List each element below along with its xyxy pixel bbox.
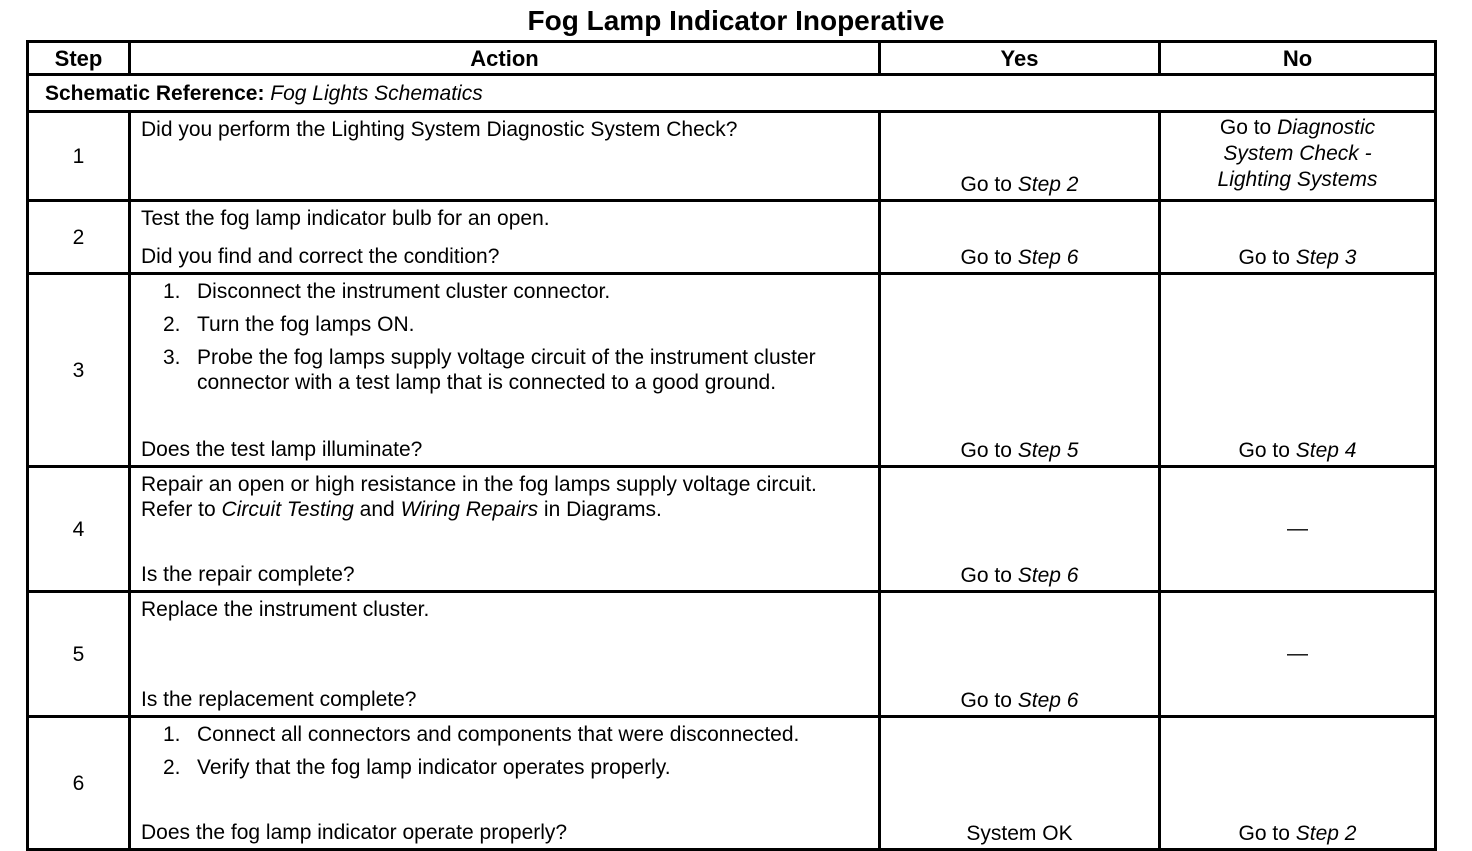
action-text: Test the fog lamp indicator bulb for an open. [141,207,550,230]
action-text: Repair an open or high resistance in the fog lamps supply voltage circuit. Refer to Circuit Testing and Wiring Repairs in Diagrams. [141,473,817,521]
go-to-text: Go to [1238,439,1290,462]
step-number: 4 [28,467,130,592]
go-to-text: Go to [960,439,1012,462]
schematic-label: Schematic Reference: [45,81,265,105]
yes-cell [880,467,1160,592]
no-cell [1160,201,1436,274]
yes-cell [880,592,1160,717]
action-list [141,279,870,395]
go-to-text: Go to [960,246,1012,269]
yes-step-link[interactable]: Step 6 [1017,564,1079,587]
action-question: Does the fog lamp indicator operate properly? [141,821,568,844]
no-cell [1160,717,1436,850]
schematic-reference [28,75,1436,112]
step-number: 5 [28,592,130,717]
table-row-step-1 [28,112,1436,201]
wiring-repairs-link[interactable]: Wiring Repairs [400,498,539,521]
action-text: Did you perform the Lighting System Diagnostic System Check? [141,118,738,141]
action-cell [130,592,880,717]
step-number: 6 [28,717,130,850]
header-row [28,42,1436,75]
yes-cell: System OK [880,717,1160,850]
header-action: Action [130,42,880,75]
table-row-step-4 [28,467,1436,592]
action-cell [130,717,880,850]
go-to-text: Go to [960,173,1012,196]
step-number: 2 [28,201,130,274]
table-row-step-6 [28,717,1436,850]
action-text: Replace the instrument cluster. [141,598,430,621]
list-item: 1. Disconnect the instrument cluster connector. [163,280,611,303]
list-item: 2. Turn the fog lamps ON. [163,313,415,336]
no-step-link[interactable]: Step 2 [1295,822,1357,845]
go-to-text: Go to [960,564,1012,587]
header-step: Step [28,42,130,75]
yes-step-link[interactable]: Step 6 [1017,689,1079,712]
step-number: 1 [28,112,130,201]
schematic-link[interactable]: Fog Lights Schematics [270,81,483,105]
diagnostic-table [26,40,1437,851]
no-step-link[interactable]: Step 3 [1295,246,1357,269]
yes-step-link[interactable]: Step 5 [1017,439,1079,462]
list-item: 2. Verify that the fog lamp indicator operates properly. [163,756,671,779]
table-row-step-2 [28,201,1436,274]
table-row-step-5 [28,592,1436,717]
go-to-text: Go to [960,689,1012,712]
header-no: No [1160,42,1436,75]
schematic-reference-row [28,75,1436,112]
no-cell [1160,112,1436,201]
action-question: Did you find and correct the condition? [141,245,500,268]
action-cell [130,112,880,201]
go-to-text: Go to [1238,246,1290,269]
go-to-text: Go to [1238,822,1290,845]
no-cell: — [1160,592,1436,717]
page-title: Fog Lamp Indicator Inoperative [527,5,945,36]
action-question: Is the replacement complete? [141,688,417,711]
list-item: 1. Connect all connectors and components that were disconnected. [163,723,800,746]
no-link-line-2[interactable]: System Check - [1223,142,1372,165]
action-question: Does the test lamp illuminate? [141,438,423,461]
go-to-text: Go to [1219,116,1272,139]
header-yes: Yes [880,42,1160,75]
action-cell [130,274,880,467]
no-cell: — [1160,467,1436,592]
action-cell [130,201,880,274]
yes-cell [880,112,1160,201]
yes-step-link[interactable]: Step 6 [1017,246,1079,269]
no-link-line-1[interactable]: Diagnostic [1277,116,1376,139]
table-row-step-3 [28,274,1436,467]
action-list [141,722,870,780]
list-item: 3. Probe the fog lamps supply voltage circuit of the instrument cluster connector with a test lamp that is connected to a good ground. [163,346,816,394]
step-number: 3 [28,274,130,467]
yes-step-link[interactable]: Step 2 [1017,173,1079,196]
yes-cell [880,274,1160,467]
action-question: Is the repair complete? [141,563,355,586]
no-cell [1160,274,1436,467]
no-step-link[interactable]: Step 4 [1295,439,1357,462]
yes-cell [880,201,1160,274]
circuit-testing-link[interactable]: Circuit Testing [221,498,354,521]
action-cell [130,467,880,592]
no-link-line-3[interactable]: Lighting Systems [1217,168,1378,191]
